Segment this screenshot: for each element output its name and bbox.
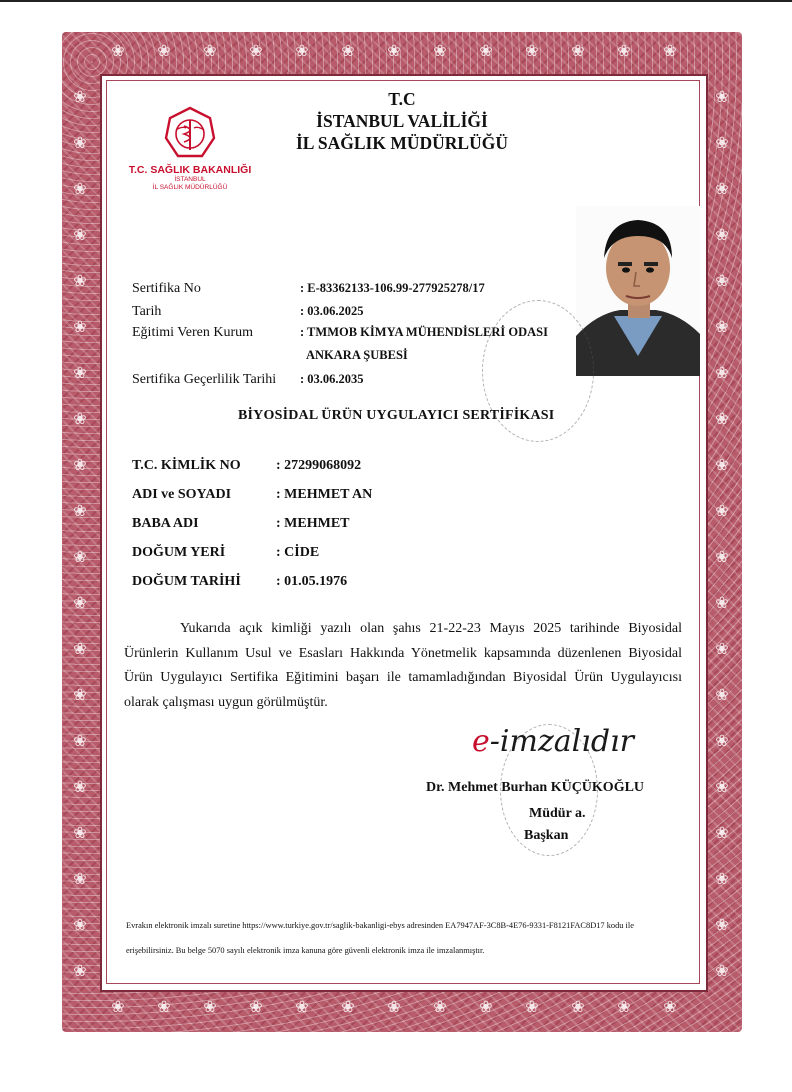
birthdate-value: : 01.05.1976 bbox=[276, 574, 348, 589]
border-ornament-icon: ❀ bbox=[73, 135, 87, 152]
birthplace-value: : CİDE bbox=[276, 545, 320, 560]
border-ornament-icon: ❀ bbox=[715, 871, 729, 888]
border-ornament-icon: ❀ bbox=[715, 319, 729, 336]
father-value: : MEHMET bbox=[276, 516, 350, 531]
border-ornament-icon: ❀ bbox=[715, 917, 729, 934]
border-ornament-icon: ❀ bbox=[295, 999, 309, 1016]
name-label: ADI ve SOYADI bbox=[132, 487, 232, 502]
border-ornament-icon: ❀ bbox=[73, 963, 87, 980]
header-line-directorate: İL SAĞLIK MÜDÜRLÜĞÜ bbox=[296, 133, 508, 153]
border-ornament-icon: ❀ bbox=[715, 825, 729, 842]
border-ornament-icon: ❀ bbox=[249, 999, 263, 1016]
border-ornament-icon: ❀ bbox=[73, 595, 87, 612]
border-ornament-icon: ❀ bbox=[73, 319, 87, 336]
border-ornament-icon: ❀ bbox=[715, 503, 729, 520]
father-label: BABA ADI bbox=[132, 516, 199, 531]
border-ornament-icon: ❀ bbox=[387, 43, 401, 60]
certificate-title: BİYOSİDAL ÜRÜN UYGULAYICI SERTİFİKASI bbox=[238, 408, 555, 423]
signer-title: Müdür a. bbox=[529, 806, 586, 821]
certificate-body-text bbox=[124, 617, 682, 715]
border-ornament-icon: ❀ bbox=[715, 135, 729, 152]
border-ornament-icon: ❀ bbox=[295, 43, 309, 60]
border-ornament-icon: ❀ bbox=[715, 733, 729, 750]
border-ornament-icon: ❀ bbox=[203, 43, 217, 60]
date-label: Tarih bbox=[132, 304, 162, 319]
border-ornament-icon: ❀ bbox=[715, 595, 729, 612]
border-ornament-icon: ❀ bbox=[73, 687, 87, 704]
footer-line-1: Evrakın elektronik imzalı suretine https://www.turkiye.gov.tr/saglik-bakanligi-ebys adresinden EA7947AF-3C8B-4E76-9331-F8121FAC8D17 kodu ile bbox=[126, 921, 634, 930]
logo-subtitle-dept: İL SAĞLIK MÜDÜRLÜĞÜ bbox=[152, 184, 228, 191]
cert-no-value: : E-83362133-106.99-277925278/17 bbox=[300, 281, 485, 295]
portrait-image bbox=[576, 206, 700, 376]
faint-stamp-top bbox=[482, 300, 594, 442]
holder-photo bbox=[576, 206, 700, 376]
validity-label: Sertifika Geçerlilik Tarihi bbox=[132, 372, 277, 387]
e-signature-letter: e bbox=[472, 724, 490, 759]
validity-value: : 03.06.2035 bbox=[300, 372, 364, 386]
birthdate-label: DOĞUM TARİHİ bbox=[132, 574, 241, 589]
border-ornament-icon: ❀ bbox=[73, 779, 87, 796]
border-ornament-icon: ❀ bbox=[715, 273, 729, 290]
border-ornament-icon: ❀ bbox=[715, 181, 729, 198]
border-ornament-icon: ❀ bbox=[341, 43, 355, 60]
border-ornament-icon: ❀ bbox=[73, 641, 87, 658]
border-ornament-icon: ❀ bbox=[479, 43, 493, 60]
institution-value: : TMMOB KİMYA MÜHENDİSLERİ ODASI bbox=[300, 325, 548, 339]
institution-value-2: ANKARA ŞUBESİ bbox=[306, 348, 408, 362]
birthplace-label: DOĞUM YERİ bbox=[132, 545, 226, 560]
border-ornament-icon: ❀ bbox=[157, 999, 171, 1016]
border-ornament-icon: ❀ bbox=[715, 411, 729, 428]
signer-name: Dr. Mehmet Burhan KÜÇÜKOĞLU bbox=[426, 780, 645, 795]
border-ornament-icon: ❀ bbox=[73, 89, 87, 106]
border-ornament-icon: ❀ bbox=[525, 43, 539, 60]
border-ornament-icon: ❀ bbox=[663, 43, 677, 60]
border-ornament-icon: ❀ bbox=[525, 999, 539, 1016]
border-ornament-icon: ❀ bbox=[571, 43, 585, 60]
border-ornament-icon: ❀ bbox=[73, 549, 87, 566]
border-ornament-icon: ❀ bbox=[73, 503, 87, 520]
border-ornament-icon: ❀ bbox=[387, 999, 401, 1016]
border-ornament-icon: ❀ bbox=[433, 43, 447, 60]
header-line-governorship: İSTANBUL VALİLİĞİ bbox=[316, 111, 488, 131]
scan-edge-line bbox=[0, 0, 792, 2]
footer-line-2: erişebilirsiniz. Bu belge 5070 sayılı elektronik imza kanuna göre güvenli elektronik imza ile imzalanmıştır. bbox=[126, 946, 485, 955]
border-ornament-icon: ❀ bbox=[73, 733, 87, 750]
body-paragraph: Yukarıda açık kimliği yazılı olan şahıs 21-22-23 Mayıs 2025 tarihinde Biyosidal Ürünlerin Kullanım Usul ve Esasları Hakkında Yönetmelik kapsamında düzenlenen Biyosidal Ürün Uygulayıcı Sertifika Eğitimini başarı ile tamamladığından Biyosidal Ürün Uygulayıcısı olarak çalışması uygun görülmüştür. bbox=[124, 621, 682, 710]
border-ornament-icon: ❀ bbox=[433, 999, 447, 1016]
border-ornament-icon: ❀ bbox=[341, 999, 355, 1016]
id-label: T.C. KİMLİK NO bbox=[132, 458, 241, 473]
border-ornament-icon: ❀ bbox=[203, 999, 217, 1016]
cert-no-label: Sertifika No bbox=[132, 281, 201, 296]
border-ornament-icon: ❀ bbox=[73, 917, 87, 934]
border-ornament-icon: ❀ bbox=[479, 999, 493, 1016]
border-ornament-icon: ❀ bbox=[715, 89, 729, 106]
border-ornament-icon: ❀ bbox=[663, 999, 677, 1016]
logo-subtitle-city: İSTANBUL bbox=[174, 176, 206, 183]
border-ornament-icon: ❀ bbox=[715, 687, 729, 704]
border-ornament-icon: ❀ bbox=[73, 273, 87, 290]
border-ornament-icon: ❀ bbox=[111, 43, 125, 60]
border-ornament-icon: ❀ bbox=[73, 365, 87, 382]
border-ornament-icon: ❀ bbox=[73, 181, 87, 198]
document-header bbox=[270, 88, 534, 154]
border-ornament-icon: ❀ bbox=[249, 43, 263, 60]
border-ornament-icon: ❀ bbox=[73, 411, 87, 428]
border-ornament-icon: ❀ bbox=[715, 779, 729, 796]
border-ornament-icon: ❀ bbox=[715, 365, 729, 382]
id-value: : 27299068092 bbox=[276, 458, 362, 473]
ministry-logo bbox=[128, 106, 252, 192]
border-ornament-icon: ❀ bbox=[715, 457, 729, 474]
border-ornament-icon: ❀ bbox=[715, 963, 729, 980]
border-ornament-icon: ❀ bbox=[73, 825, 87, 842]
border-ornament-icon: ❀ bbox=[715, 227, 729, 244]
header-line-tc: T.C bbox=[388, 89, 416, 109]
border-ornament-icon: ❀ bbox=[73, 871, 87, 888]
border-ornament-icon: ❀ bbox=[715, 549, 729, 566]
border-ornament-icon: ❀ bbox=[617, 999, 631, 1016]
border-ornament-icon: ❀ bbox=[111, 999, 125, 1016]
signer-role: Başkan bbox=[524, 828, 569, 843]
border-ornament-icon: ❀ bbox=[715, 641, 729, 658]
institution-label: Eğitimi Veren Kurum bbox=[132, 325, 254, 340]
border-ornament-icon: ❀ bbox=[571, 999, 585, 1016]
e-signature-mark bbox=[472, 724, 634, 759]
health-ministry-emblem-icon bbox=[164, 106, 216, 162]
border-ornament-icon: ❀ bbox=[157, 43, 171, 60]
date-value: : 03.06.2025 bbox=[300, 304, 364, 318]
e-signature-text: -imzalıdır bbox=[489, 724, 634, 759]
name-value: : MEHMET AN bbox=[276, 487, 373, 502]
border-ornament-icon: ❀ bbox=[617, 43, 631, 60]
logo-title: T.C. SAĞLIK BAKANLIĞI bbox=[128, 164, 252, 176]
border-ornament-icon: ❀ bbox=[73, 227, 87, 244]
border-ornament-icon: ❀ bbox=[73, 457, 87, 474]
